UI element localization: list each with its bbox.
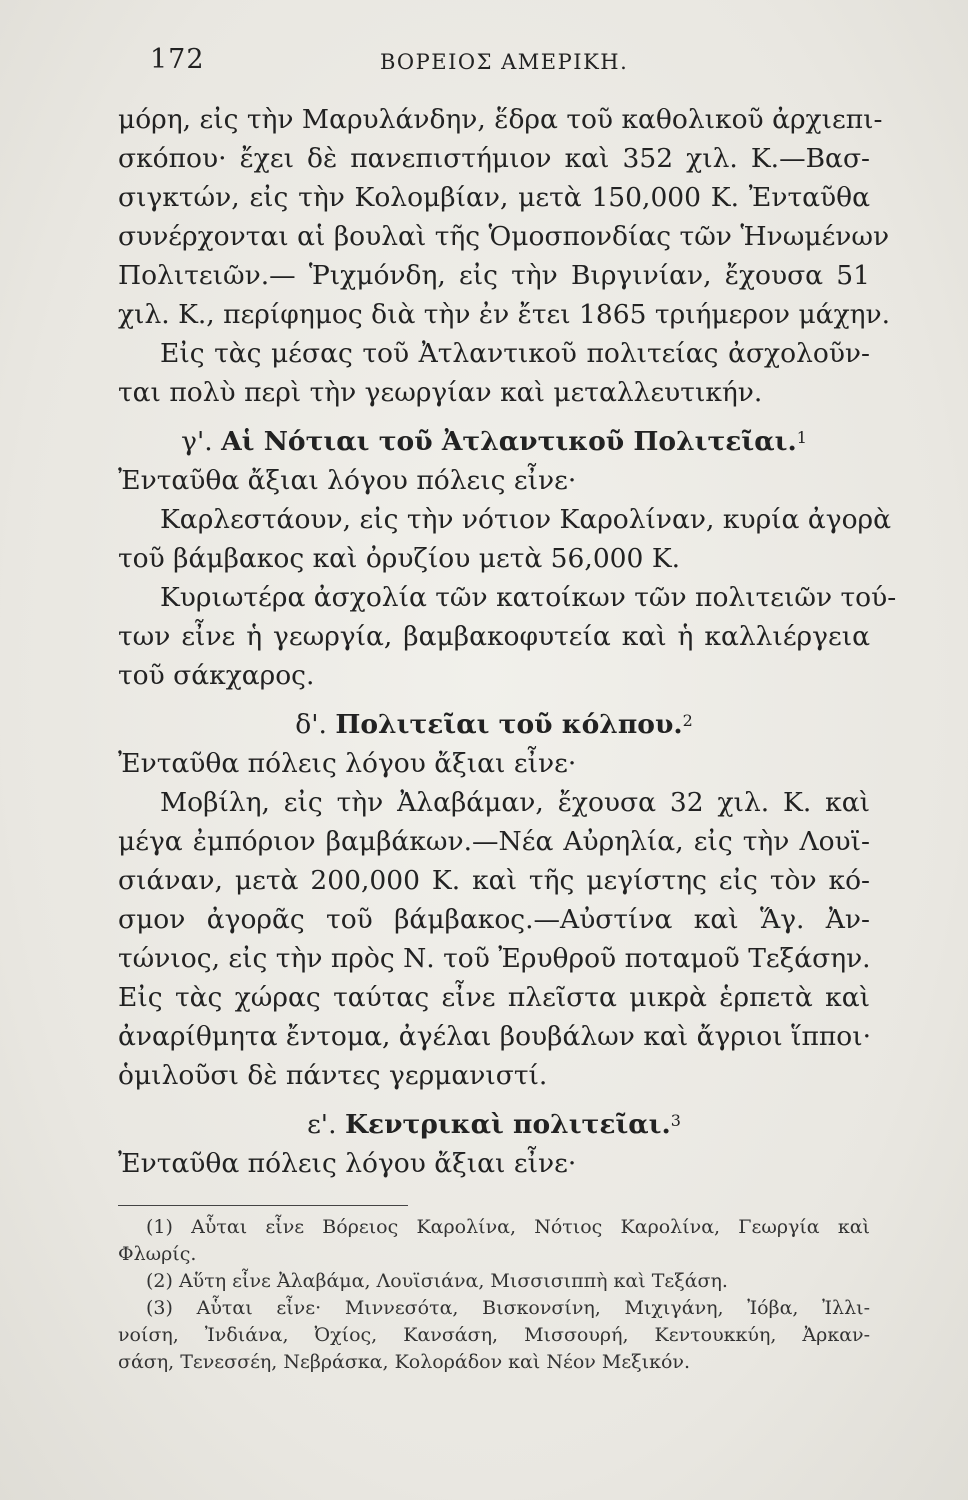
- footnote-line: (3) Αὗται εἶνε· Μιννεσότα, Βισκονσίνη, Μιχιγάνη, Ἰόβα, Ἰλλι-: [146, 1297, 870, 1319]
- section-number: γ'.: [181, 426, 213, 457]
- footnote-line: νοίση, Ἰνδιάνα, Ὀχίος, Κανσάση, Μισσουρή, Κεντουκκύη, Ἀρκαν-: [118, 1324, 870, 1346]
- text-line: Εἰς τὰς χώρας ταύτας εἶνε πλεῖστα μικρὰ ἑρπετὰ καὶ: [118, 982, 870, 1013]
- footnote-ref: 2: [682, 711, 693, 730]
- section-heading-e: [118, 1105, 870, 1144]
- text-line: σκόπου· ἔχει δὲ πανεπιστήμιον καὶ 352 χιλ. Κ.—Βασ-: [118, 143, 870, 174]
- text-line: τώνιος, εἰς τὴν πρὸς Ν. τοῦ Ἐρυθροῦ ποταμοῦ Τεξάσην.: [118, 943, 871, 974]
- text-line: Κυριωτέρα ἀσχολία τῶν κατοίκων τῶν πολιτειῶν τού-: [160, 582, 897, 613]
- footnote-line: Φλωρίς.: [118, 1243, 197, 1265]
- section-number: ε'.: [307, 1109, 337, 1140]
- footnotes: [118, 1214, 870, 1376]
- text-line: μέγα ἐμπόριον βαμβάκων.—Νέα Αὐρηλία, εἰς τὴν Λουϊ-: [118, 826, 870, 857]
- text-line: Καρλεστάουν, εἰς τὴν νότιον Καρολίναν, κυρία ἀγορὰ: [160, 504, 892, 535]
- text-line: ἀναρίθμητα ἔντομα, ἀγέλαι βουβάλων καὶ ἄγριοι ἵπποι·: [118, 1021, 872, 1052]
- footnote-ref: 3: [670, 1111, 681, 1130]
- section-heading-c: [118, 422, 870, 461]
- text-line: Ἐνταῦθα ἄξιαι λόγου πόλεις εἶνε·: [118, 465, 577, 496]
- text-line: σμον ἀγορᾶς τοῦ βάμβακος.—Αὐστίνα καὶ Ἅγ. Ἀν-: [118, 904, 870, 935]
- section-title: Πολιτεῖαι τοῦ κόλπου.: [335, 709, 683, 740]
- text-line: Πολιτειῶν.— Ῥιχμόνδη, εἰς τὴν Βιργινίαν, ἔχουσα 51: [118, 260, 870, 291]
- text-line: Ἐνταῦθα πόλεις λόγου ἄξιαι εἶνε·: [118, 748, 577, 779]
- footnote-line: (1) Αὗται εἶνε Βόρειος Καρολίνα, Νότιος Καρολίνα, Γεωργία καὶ: [146, 1216, 870, 1238]
- page-header: [150, 44, 868, 84]
- page-number: 172: [150, 44, 205, 75]
- text-line: Μοβίλη, εἰς τὴν Ἀλαβάμαν, ἔχουσα 32 χιλ. Κ. καὶ: [160, 787, 870, 818]
- section-number: δ'.: [295, 709, 327, 740]
- footnote-divider: [118, 1205, 408, 1206]
- footnote-line: (2) Αὕτη εἶνε Ἀλαβάμα, Λουϊσιάνα, Μισσισιππὴ καὶ Τεξάση.: [146, 1270, 728, 1292]
- text-line: Ἐνταῦθα πόλεις λόγου ἄξιαι εἶνε·: [118, 1148, 577, 1179]
- text-line: των εἶνε ἡ γεωργία, βαμβακοφυτεία καὶ ἡ καλλιέργεια: [118, 621, 870, 652]
- running-title: ΒΟΡΕΙΟΣ ΑΜΕΡΙΚΗ.: [380, 50, 629, 74]
- text-line: συνέρχονται αἱ βουλαὶ τῆς Ὁμοσπονδίας τῶν Ἡνωμένων: [118, 221, 890, 252]
- page-body: [118, 100, 897, 1376]
- text-line: σιάναν, μετὰ 200,000 Κ. καὶ τῆς μεγίστης εἰς τὸν κό-: [118, 865, 870, 896]
- text-line: Εἰς τὰς μέσας τοῦ Ἀτλαντικοῦ πολιτείας ἀσχολοῦν-: [160, 338, 870, 369]
- text-line: τοῦ βάμβακος καὶ ὀρυζίου μετὰ 56,000 Κ.: [118, 543, 681, 574]
- section-heading-d: [118, 705, 870, 744]
- text-line: μόρη, εἰς τὴν Μαρυλάνδην, ἕδρα τοῦ καθολικοῦ ἀρχιεπι-: [118, 104, 883, 135]
- text-line: σιγκτών, εἰς τὴν Κολομβίαν, μετὰ 150,000 Κ. Ἐνταῦθα: [118, 182, 870, 213]
- text-line: χιλ. Κ., περίφημος διὰ τὴν ἐν ἔτει 1865 τριήμερον μάχην.: [118, 299, 891, 330]
- text-line: ται πολὺ περὶ τὴν γεωργίαν καὶ μεταλλευτικήν.: [118, 377, 763, 408]
- section-title: Αἱ Νότιαι τοῦ Ἀτλαντικοῦ Πολιτεῖαι.: [221, 426, 797, 457]
- footnote-ref: 1: [796, 428, 807, 447]
- footnote-line: σάση, Τενεσσέη, Νεβράσκα, Κολοράδον καὶ Νέον Μεξικόν.: [118, 1351, 690, 1373]
- text-line: τοῦ σάκχαρος.: [118, 660, 315, 691]
- section-title: Κεντρικαὶ πολιτεῖαι.: [344, 1109, 671, 1140]
- text-line: ὁμιλοῦσι δὲ πάντες γερμανιστί.: [118, 1060, 548, 1091]
